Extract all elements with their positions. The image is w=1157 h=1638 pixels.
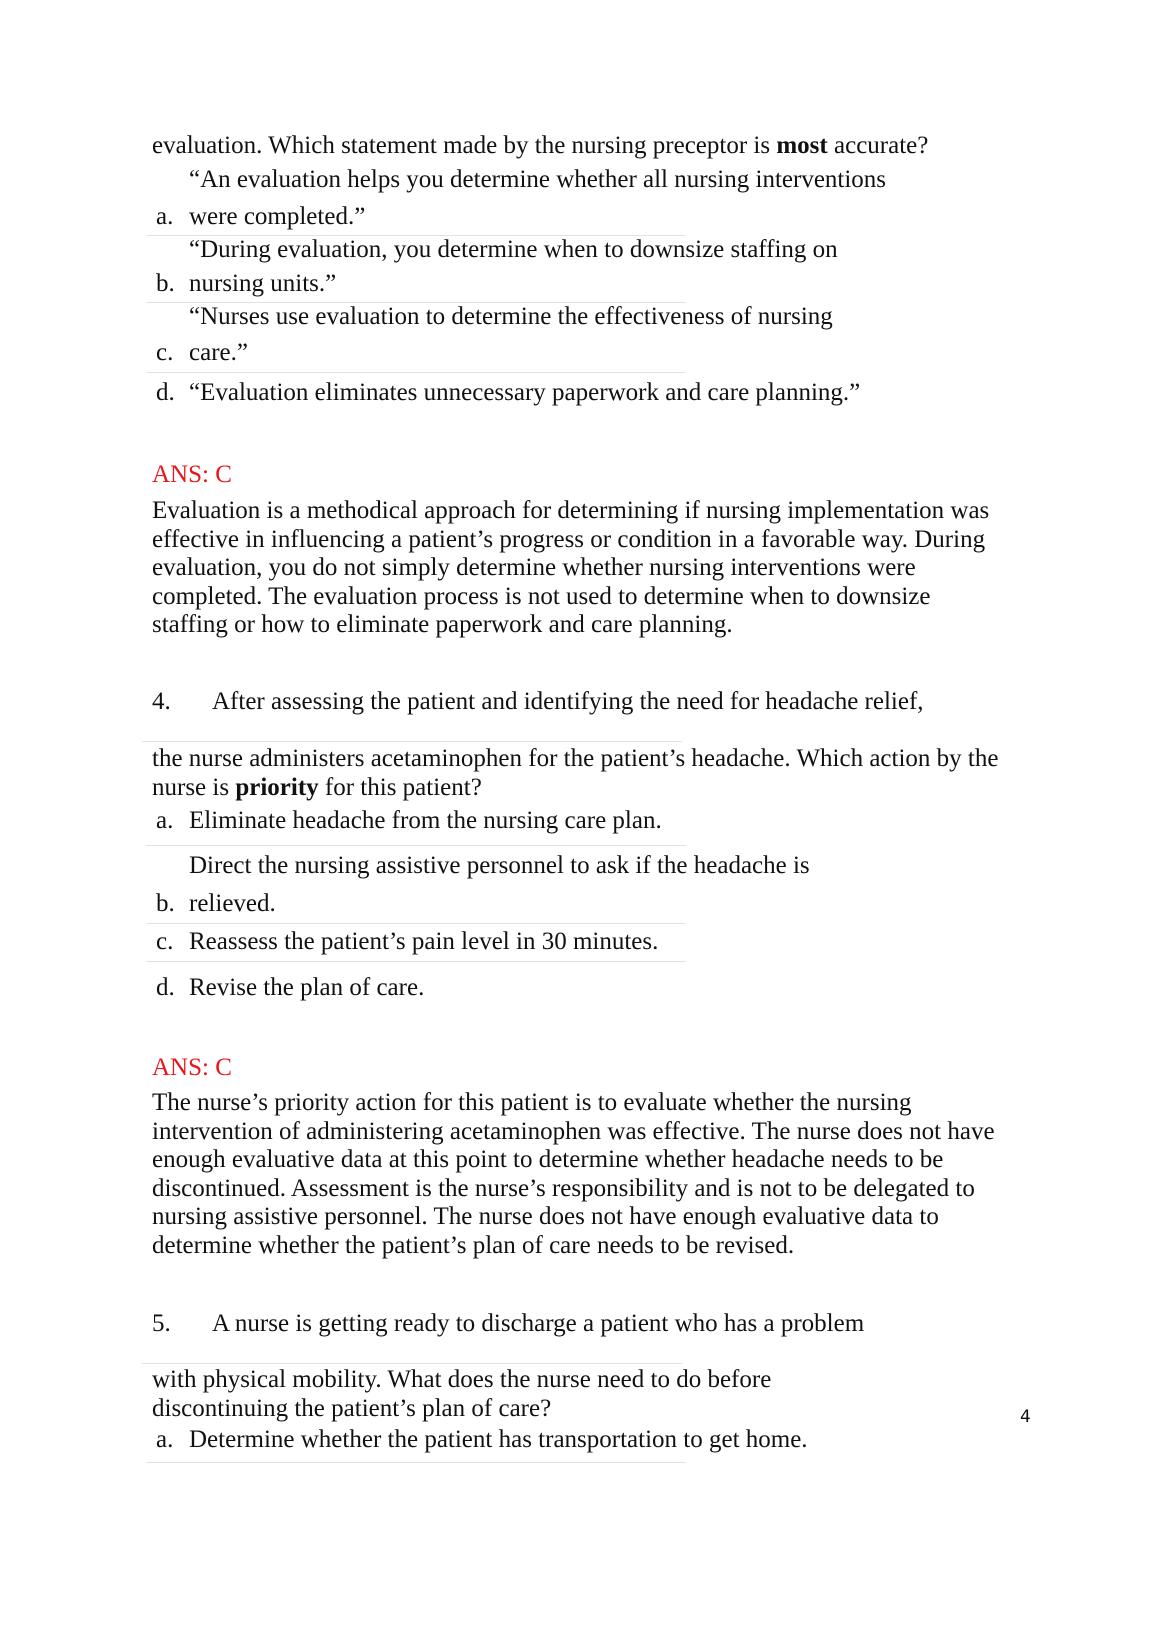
q4-stem-emphasis: priority xyxy=(235,773,319,801)
q3-option-c-line2: care.” xyxy=(189,339,248,366)
question-divider xyxy=(142,1363,682,1364)
q3-option-c-line1: “Nurses use evaluation to determine the effectiveness of nursing xyxy=(189,303,833,330)
q4-option-d-text: Revise the plan of care. xyxy=(189,974,425,1001)
q5-option-a-letter: a. xyxy=(156,1426,174,1453)
q3-option-d-letter: d. xyxy=(156,379,175,406)
q3-option-d-text: “Evaluation eliminates unnecessary paperwork and care planning.” xyxy=(189,379,861,406)
q3-option-b-letter: b. xyxy=(156,270,175,297)
q4-stem-first-line: After assessing the patient and identifying the need for headache relief, xyxy=(212,688,924,715)
q3-option-a-letter: a. xyxy=(156,203,174,230)
q4-option-d-letter: d. xyxy=(156,974,175,1001)
page-number: 4 xyxy=(1020,1407,1031,1427)
q3-rationale: Evaluation is a methodical approach for determining if nursing implementation was effective in influencing a patient’s progress or condition in a favorable way. During evaluation, you do not simply determine whether nursing interventions were completed. The evaluation process is not used to determine when to downsize staffing or how to eliminate paperwork and care planning. xyxy=(152,497,990,638)
option-divider xyxy=(146,961,686,962)
q5-number: 5. xyxy=(152,1310,171,1337)
q5-stem-first-line: A nurse is getting ready to discharge a patient who has a problem xyxy=(212,1310,865,1337)
q3-option-b-line2: nursing units.” xyxy=(189,270,337,297)
question-divider xyxy=(142,741,682,742)
q5-stem: with physical mobility. What does the nurse need to do before discontinuing the patient’s plan of care? xyxy=(152,1366,772,1422)
option-divider xyxy=(146,845,686,846)
q3-option-c-letter: c. xyxy=(156,339,174,366)
q3-option-a-line2: were completed.” xyxy=(189,203,366,230)
q4-option-a-letter: a. xyxy=(156,807,174,834)
option-divider xyxy=(146,1462,686,1463)
q3-stem-line xyxy=(152,132,928,160)
option-divider xyxy=(146,372,686,373)
q4-answer: ANS: C xyxy=(152,1054,232,1081)
q3-option-a-line1: “An evaluation helps you determine whether all nursing interventions xyxy=(189,166,887,193)
q4-stem-text: the nurse administers acetaminophen for the patient’s headache. Which action by the nurse is xyxy=(152,745,999,801)
q4-option-b-line1: Direct the nursing assistive personnel to ask if the headache is xyxy=(189,852,810,879)
q4-option-a-text: Eliminate headache from the nursing care plan. xyxy=(189,807,662,834)
q4-stem xyxy=(152,745,1012,802)
q4-option-b-letter: b. xyxy=(156,890,175,917)
option-divider xyxy=(146,923,686,924)
q4-option-c-letter: c. xyxy=(156,928,174,955)
q3-answer: ANS: C xyxy=(152,461,232,488)
q4-stem-text-end: for this patient? xyxy=(318,773,482,801)
q3-stem-text: evaluation. Which statement made by the nursing preceptor is xyxy=(152,132,777,159)
q4-rationale: The nurse’s priority action for this patient is to evaluate whether the nursing intervention of administering acetaminophen was effective. The nurse does not have enough evaluative data at this point to determine whether headache needs to be discontinued. Assessment is the nurse’s responsibility and is not to be delegated to nursing assistive personnel. The nurse does not have enough evaluative data to determine whether the patient’s plan of care needs to be revised. xyxy=(152,1089,995,1259)
q4-option-b-line2: relieved. xyxy=(189,890,276,917)
q4-number: 4. xyxy=(152,688,171,715)
q3-stem-text-end: accurate? xyxy=(827,132,929,159)
q4-option-c-text: Reassess the patient’s pain level in 30 minutes. xyxy=(189,928,659,955)
q5-option-a-text: Determine whether the patient has transportation to get home. xyxy=(189,1426,808,1453)
q3-stem-emphasis: most xyxy=(776,132,828,159)
q3-option-b-line1: “During evaluation, you determine when to downsize staffing on xyxy=(189,236,838,263)
